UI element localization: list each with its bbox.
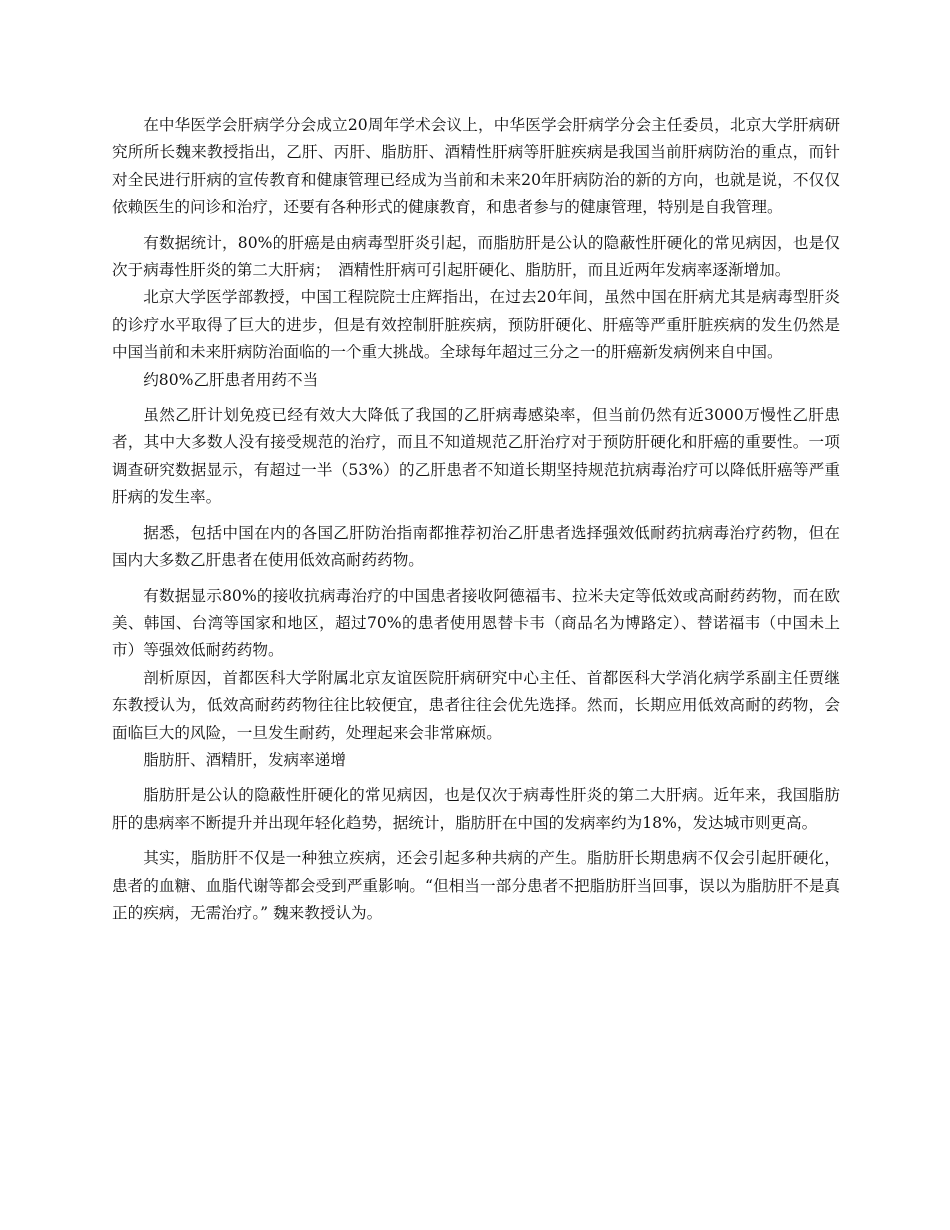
paragraph-fatty-liver-comorbidities: 其实，脂肪肝不仅是一种独立疾病，还会引起多种共病的产生。脂肪肝长期患病不仅会引起肝硬化，患者的血糖、血脂代谢等都会受到严重影响。“但相当一部分患者不把脂肪肝当回事，误以为脂肪肝不是真正的疾病，无需治疗。” 魏来教授认为。 (112, 849, 840, 922)
paragraph-hepatitis-b-treatment: 虽然乙肝计划免疫已经有效大大降低了我国的乙肝病毒感染率，但当前仍然有近3000万慢性乙肝患者，其中大多数人没有接受规范的治疗，而且不知道规范乙肝治疗对于预防肝硬化和肝癌的重要性。一项调查研究数据显示，有超过一半（53%）的乙肝患者不知道长期坚持规范抗病毒治疗可以降低肝癌等严重肝病的发生率。 (112, 406, 840, 507)
paragraph-fatty-liver-prevalence: 脂肪肝是公认的隐蔽性肝硬化的常见病因，也是仅次于病毒性肝炎的第二大肝病。近年来，我国脂肪肝的患病率不断提升并出现年轻化趋势，据统计，脂肪肝在中国的发病率约为18%，发达城市则更高。 (112, 786, 840, 832)
paragraph-treatment-guidelines: 据悉，包括中国在内的各国乙肝防治指南都推荐初治乙肝患者选择强效低耐药抗病毒治疗药物，但在国内大多数乙肝患者在使用低效高耐药药物。 (112, 523, 840, 570)
section-heading-fatty-liver: 脂肪肝、酒精肝，发病率递增 (143, 750, 346, 769)
article-body (112, 112, 840, 927)
paragraph-drug-usage-data: 有数据显示80%的接收抗病毒治疗的中国患者接收阿德福韦、拉米夫定等低效或高耐药药物，而在欧美、韩国、台湾等国家和地区，超过70%的患者使用恩替卡韦（商品名为博路定）、替诺福韦（中国未上市）等强效低耐药药物。 (112, 586, 840, 660)
paragraph-jia-jidong-analysis: 剖析原因，首都医科大学附属北京友谊医院肝病研究中心主任、首都医科大学消化病学系副主任贾继东教授认为，低效高耐药药物往往比较便宜，患者往往会优先选择。然而，长期应用低效高耐的药物，会面临巨大的风险，一旦发生耐药，处理起来会非常麻烦。 (112, 668, 840, 742)
paragraph-zhuang-hui-remarks: 北京大学医学部教授，中国工程院院士庄辉指出，在过去20年间，虽然中国在肝病尤其是病毒型肝炎的诊疗水平取得了巨大的进步，但是有效控制肝脏疾病，预防肝硬化、肝癌等严重肝脏疾病的发生仍然是中国当前和未来肝病防治面临的一个重大挑战。全球每年超过三分之一的肝癌新发病例来自中国。 (112, 288, 840, 362)
paragraph-liver-cancer-statistics: 有数据统计，80%的肝癌是由病毒型肝炎引起，而脂肪肝是公认的隐蔽性肝硬化的常见病因，也是仅次于病毒性肝炎的第二大肝病； 酒精性肝病可引起肝硬化、脂肪肝，而且近两年发病率逐渐增加。 (112, 233, 840, 280)
paragraph-intro: 在中华医学会肝病学分会成立20周年学术会议上，中华医学会肝病学分会主任委员，北京大学肝病研究所所长魏来教授指出，乙肝、丙肝、脂肪肝、酒精性肝病等肝脏疾病是我国当前肝病防治的重点，而针对全民进行肝病的宣传教育和健康管理已经成为当前和未来20年肝病防治的新的方向，也就是说，不仅仅依赖医生的问诊和治疗，还要有各种形式的健康教育，和患者参与的健康管理，特别是自我管理。 (112, 116, 840, 217)
section-heading-hepatitis-b-medication: 约80%乙肝患者用药不当 (143, 370, 319, 389)
